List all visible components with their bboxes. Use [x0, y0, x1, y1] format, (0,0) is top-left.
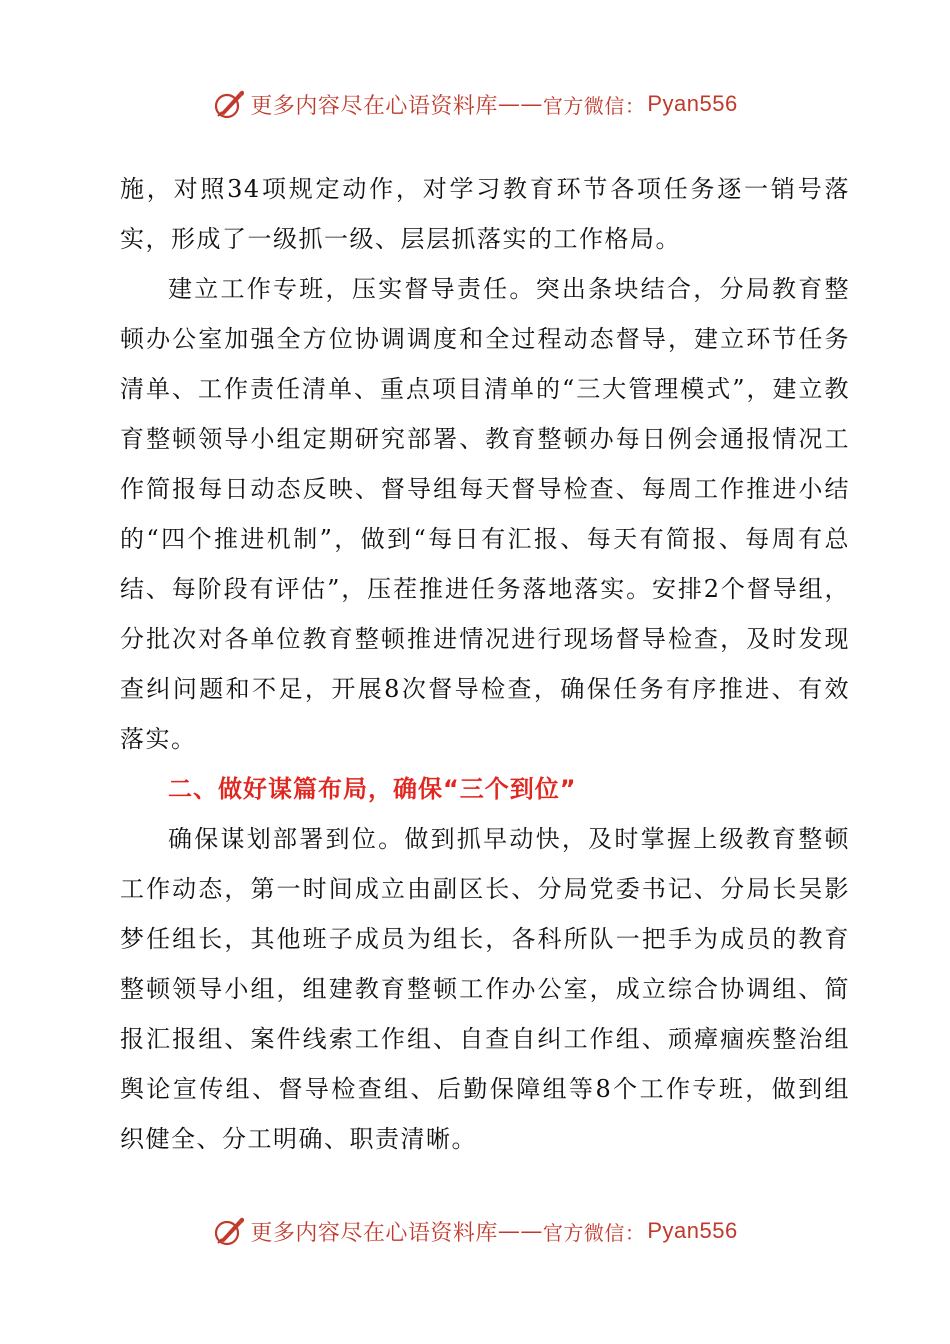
- section-heading: 二、做好谋篇布局，确保“三个到位”: [168, 775, 577, 803]
- body-paragraph-continuation: 施，对照34项规定动作，对学习教育环节各项任务逐一销号落实，形成了一级抓一级、层层抓落实的工作格局。: [120, 175, 850, 253]
- banner-wechat-id: Pyan556: [647, 91, 738, 116]
- banner-separator: ——: [497, 1218, 543, 1244]
- banner-wechat-label: 官方微信：: [542, 93, 646, 118]
- header-banner: [0, 84, 950, 124]
- quill-logo-icon: [212, 1214, 246, 1248]
- banner-brand-text: 更多内容尽在心语资料库: [250, 93, 498, 119]
- body-paragraph-planning: 确保谋划部署到位。做到抓早动快，及时掌握上级教育整顿工作动态，第一时间成立由副区长、分局党委书记、分局长吴影梦任组长，其他班子成员为组长，各科所队一把手为成员的教育整顿领导小组，组建教育整顿工作办公室，成立综合协调组、简报汇报组、案件线索工作组、自查自纠工作组、顽瘴痼疾整治组舆论宣传组、督导检查组、后勤保障组等8个工作专班，做到组织健全、分工明确、职责清晰。: [120, 825, 850, 1153]
- banner-separator: ——: [497, 91, 543, 117]
- body-paragraph-supervision: 建立工作专班，压实督导责任。突出条块结合，分局教育整顿办公室加强全方位协调调度和全过程动态督导，建立环节任务清单、工作责任清单、重点项目清单的“三大管理模式”，建立教育整顿领导小组定期研究部署、教育整顿办每日例会通报情况工作简报每日动态反映、督导组每天督导检查、每周工作推进小结的“四个推进机制”，做到“每日有汇报、每天有简报、每周有总结、每阶段有评估”，压茬推进任务落地落实。安排2个督导组，分批次对各单位教育整顿推进情况进行现场督导检查，及时发现查纠问题和不足，开展8次督导检查，确保任务有序推进、有效落实。: [120, 275, 850, 753]
- footer-banner: [0, 1211, 950, 1251]
- document-body: [120, 164, 850, 1164]
- quill-logo-icon: [212, 87, 246, 121]
- banner-wechat-id: Pyan556: [647, 1218, 738, 1243]
- banner-brand-text: 更多内容尽在心语资料库: [250, 1220, 498, 1246]
- banner-wechat-label: 官方微信：: [542, 1220, 646, 1245]
